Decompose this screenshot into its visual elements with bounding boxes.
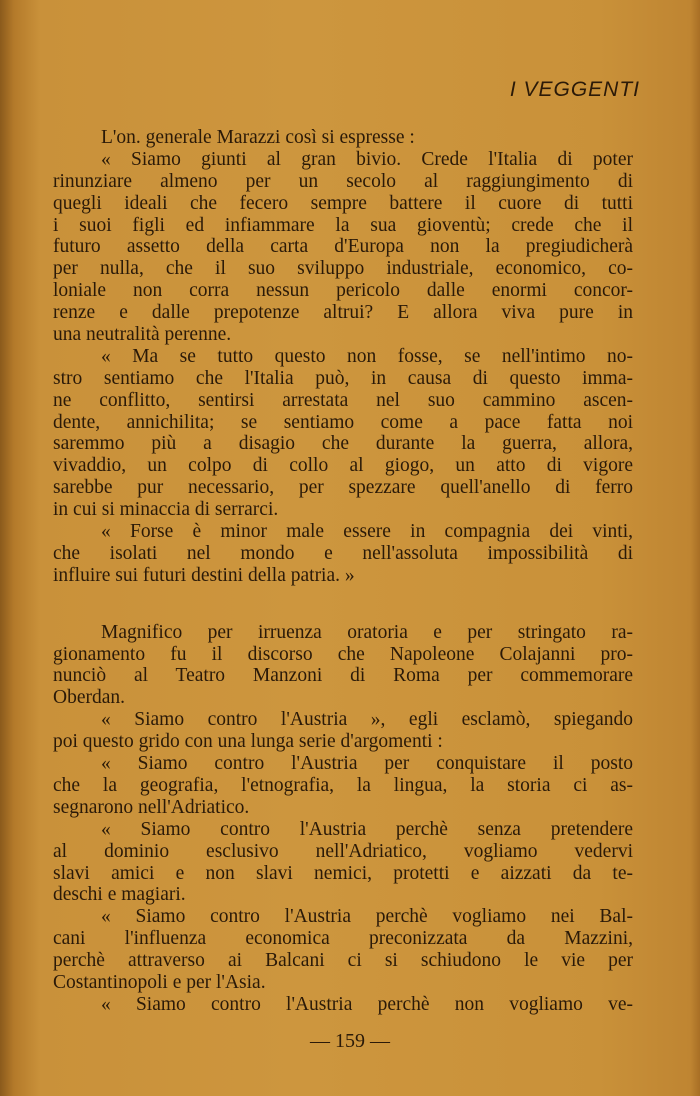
paragraph <box>53 346 633 521</box>
text-line: Oberdan. <box>53 687 126 709</box>
paragraph <box>53 149 633 346</box>
text-line: stro sentiamo che l'Italia può, in causa di questo imma- <box>53 367 633 389</box>
text-line: al dominio esclusivo nell'Adriatico, vogliamo vedervi <box>53 840 633 862</box>
text-line: rinunziare almeno per un secolo al raggiungimento di <box>53 170 633 192</box>
text-line: slavi amici e non slavi nemici, protetti e aizzati da te- <box>53 862 633 884</box>
text-line: Magnifico per irruenza oratoria e per stringato ra- <box>101 621 633 643</box>
text-line: L'on. generale Marazzi così si espresse : <box>101 127 415 148</box>
text-line: dente, annichilita; se sentiamo come a pace fatta noi <box>53 411 633 433</box>
text-line: cani l'influenza economica preconizzata da Mazzini, <box>53 928 633 950</box>
body-text <box>53 127 633 1016</box>
text-line: « Siamo giunti al gran bivio. Crede l'Italia di poter <box>101 148 633 170</box>
text-line: gionamento fu il discorso che Napoleone Colajanni pro- <box>53 643 633 665</box>
text-line: in cui si minaccia di serrarci. <box>53 499 279 521</box>
text-line: « Siamo contro l'Austria per conquistare il posto <box>101 753 633 775</box>
text-line: « Siamo contro l'Austria perchè vogliamo nei Bal- <box>101 906 633 928</box>
text-line: influire sui futuri destini della patria. » <box>53 564 355 586</box>
text-line: Costantinopoli e per l'Asia. <box>53 971 266 993</box>
paragraph <box>53 906 633 994</box>
text-line: saremmo più a disagio che durante la guerra, allora, <box>53 433 633 455</box>
paragraph <box>53 994 633 1016</box>
text-line: futuro assetto della carta d'Europa non la pregiudicherà <box>53 236 633 258</box>
text-line: per nulla, che il suo sviluppo industriale, economico, co- <box>53 258 633 280</box>
paragraph <box>53 819 633 907</box>
running-header: I VEGGENTI <box>509 78 640 101</box>
text-line: « Siamo contro l'Austria perchè senza pretendere <box>101 818 633 840</box>
section-break <box>53 587 633 622</box>
text-line: che isolati nel mondo e nell'assoluta impossibilità di <box>53 542 633 564</box>
text-line: che la geografia, l'etnografia, la lingua, la storia ci as- <box>53 774 633 796</box>
paragraph <box>53 709 633 753</box>
text-line: quegli ideali che fecero sempre battere il cuore di tutti <box>53 192 633 214</box>
text-line: segnarono nell'Adriatico. <box>53 796 250 818</box>
text-line: poi questo grido con una lunga serie d'argomenti : <box>53 731 443 753</box>
text-line: sarebbe pur necessario, per spezzare quell'anello di ferro <box>53 477 633 499</box>
text-line: « Siamo contro l'Austria », egli esclamò, spiegando <box>101 709 633 731</box>
text-line: nunciò al Teatro Manzoni di Roma per commemorare <box>53 665 633 687</box>
text-line: « Ma se tutto questo non fosse, se nell'intimo no- <box>101 345 633 367</box>
text-line: deschi e magiari. <box>53 884 186 906</box>
paragraph <box>53 622 633 710</box>
page-number: — 159 — <box>310 1030 390 1052</box>
paragraph <box>53 521 633 587</box>
paragraph <box>53 127 633 149</box>
paragraph <box>53 753 633 819</box>
text-line: loniale non corra nessun pericolo dalle enormi concor- <box>53 280 633 302</box>
text-line: renze e dalle prepotenze altrui? E allora viva pure in <box>53 302 633 324</box>
text-line: i suoi figli ed infiammare la sua gioventù; crede che il <box>53 214 633 236</box>
text-line: vivaddio, un colpo di collo al giogo, un atto di vigore <box>53 455 633 477</box>
text-line: perchè attraverso ai Balcani ci si schiudono le vie per <box>53 950 633 972</box>
text-line: « Forse è minor male essere in compagnia dei vinti, <box>101 521 633 543</box>
text-line: ne conflitto, sentirsi arrestata nel suo cammino ascen- <box>53 389 633 411</box>
text-line: « Siamo contro l'Austria perchè non vogliamo ve- <box>101 993 633 1015</box>
text-line: una neutralità perenne. <box>53 324 232 346</box>
